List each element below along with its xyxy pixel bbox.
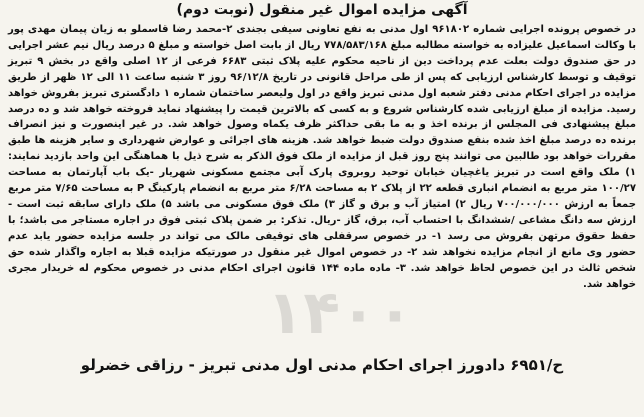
notice-paragraph: در خصوص پرونده اجرایی شماره ۹۶۱۸۰۲ اول مدنی به نفع تعاونی سیفی بجندی ۲-محمد رضا قاسملو به زیان پیمان مهدی پور با وکالت اسماعیل علیزاده به خواسته مطالبه مبلغ ۷۷۸/۵۸۳/۱۶۸ ریال از بابت اصل خواسته و مبلغ ۵ درصد ریال نیم عشر اجرایی در حق صندوق دولت بعلت عدم پرداخت دین از ناحیه محکوم علیه پلاک ثبتی ۶۶۸۳ فرعی از ۱۲ اصلی واقع در بخش ۹ تبریز توقیف و توسط کارشناس ارزیابی که پس از طی مراحل قانونی در تاریخ ۹۶/۱۲/۸ روز ۳ شنبه ساعت ۱۱ الی ۱۲ ظهر از طریق مزایده در اجرای احکام مدنی دفتر شعبه اول مدنی تبریز واقع در اول ولیعصر ساختمان شماره ۱ دادگستری تبریز بفروش خواهد رسید. مزایده از مبلغ ارزیابی شده کارشناس شروع و به کسی که بالاترین قیمت را پیشنهاد نماید فروخته خواهد شد و ده درصد مبلغ پیشنهادی فی المجلس از برنده اخذ و به ما بقی حداکثر ظرف یکماه وصول خواهد شد. در غیر اینصورت و نیز انصراف برنده ده درصد مبلغ اخذ شده بنفع صندوق دولت ضبط خواهد شد. هزینه های اجرائی و عوارض شهرداری و سایر هزینه ها طبق مقررات خواهد بود طالبین می توانند پنج روز قبل از مزایده از ملک فوق الذکر به شرح ذیل با هماهنگی این واحد بازدید نمایند: ۱) ملک واقع است در تبریز یاغچیان خیابان توحید روبروی پارک آبی مجتمع مسکونی شهریار -یک باب آپارتمان به مساحت ۱۰۰/۲۷ متر مربع به انضمام انباری قطعه ۲۲ از پلاک ۲ به مساحت ۶/۲۸ متر مربع به انضمام پارکینگ P به مساحت ۷/۶۵ متر مربع جمعاً به ارزش ۷۰۰/۰۰۰/۰۰۰ ریال ۲) امتیاز آب و برق و گاز ۳) ملک فوق مسکونی می باشد ۵) ملک دارای سابقه ثبت است - ارزش سه دانگ مشاعی /ششدانگ با احتساب آب، برق، گاز -ریال. تذکر: بر ضمن پلاک ثبتی فوق در اجاره مستاجر می باشد؛ با حفظ حقوق مرتهن بفروش می رسد ۱- در خصوص سرقفلی های توقیفی مالک می تواند در جلسه مزایده حضور یابد عدم حضور وی مانع از انجام مزایده نخواهد شد ۲- در خصوص اموال غیر منقول در صورتیکه مزایده قبلا به اجاره واگذار شده حق شخص ثالث در این خصوص لحاظ خواهد شد. ۳- ماده ماده ۱۴۴ قانون اجرای احکام مدنی در خصوص محکوم له خریدار مجری خواهد شد. bbox=[8, 24, 637, 290]
notice-body bbox=[8, 22, 636, 292]
watermark-stamp: ۱۴۰۰ bbox=[266, 278, 414, 348]
notice-title: آگهی مزایده اموال غیر منقول (نوبت دوم) bbox=[176, 2, 468, 18]
notice-footer-signature: ح/۶۹۵۱ دادورز اجرای احکام مدنی اول مدنی تبریز - رزاقی خضرلو bbox=[80, 356, 564, 374]
